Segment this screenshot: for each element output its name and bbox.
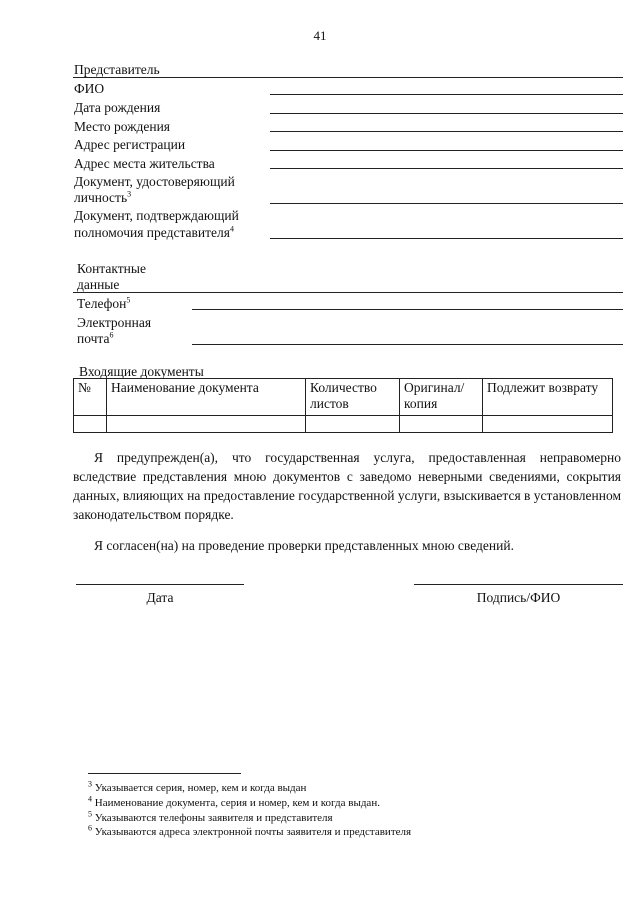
incoming-docs-heading: Входящие документы <box>79 364 204 379</box>
footnote-4: $^4$ Наименование документа, серия и номер, кем и когда выдан. <box>88 794 380 809</box>
label-authority-doc-line2: полномочия представителя$^4$ <box>74 224 234 240</box>
warning-paragraph: Я предупрежден(а), что государственная услуга, предоставленная неправомерно вследствие представления мною документов с заведомо неверными сведениями, сокрытия данных, влияющих на предоставление государственной услуги, взыскивается в установленном законодательством порядке. <box>73 450 621 522</box>
label-authority-doc-line1: Документ, подтверждающий <box>74 208 239 223</box>
contacts-heading-line2: данные <box>77 277 120 292</box>
label-identity-doc-line1: Документ, удостоверяющий <box>74 174 235 189</box>
signature-line[interactable] <box>414 584 623 585</box>
residence-address-input-line[interactable] <box>270 168 623 169</box>
footnote-mark-6: 6 <box>109 330 114 340</box>
label-phone: Телефон$^5$ <box>77 295 131 311</box>
column-to-return: Подлежит возврату <box>483 379 613 416</box>
representative-heading: Представитель <box>74 62 160 77</box>
table-cell[interactable] <box>400 416 483 433</box>
footnote-5: $^5$ Указываются телефоны заявителя и представителя <box>88 809 333 824</box>
incoming-docs-table <box>73 378 613 433</box>
registration-address-input-line[interactable] <box>270 150 623 151</box>
contacts-underline <box>73 292 623 293</box>
table-cell[interactable] <box>107 416 306 433</box>
birth-place-input-line[interactable] <box>270 131 623 132</box>
table-cell[interactable] <box>483 416 613 433</box>
date-signature-line[interactable] <box>76 584 244 585</box>
authority-doc-input-line[interactable] <box>270 238 623 239</box>
contacts-heading-line1: Контактные <box>77 261 146 276</box>
date-label: Дата <box>146 590 174 605</box>
page-number: 41 <box>313 28 327 43</box>
table-header-row <box>74 379 613 416</box>
column-original-copy: Оригинал/ копия <box>400 379 483 416</box>
fio-input-line[interactable] <box>270 94 623 95</box>
label-birth-place: Место рождения <box>74 119 171 134</box>
label-identity-doc-line2: личность$^3$ <box>74 189 132 205</box>
footnote-6: $^6$ Указываются адреса электронной почты заявителя и представителя <box>88 823 412 838</box>
label-residence-address: Адрес места жительства <box>74 156 215 171</box>
phone-input-line[interactable] <box>192 309 623 310</box>
signature-label: Подпись/ФИО <box>476 590 561 605</box>
label-birth-date: Дата рождения <box>74 100 161 115</box>
label-email-line2: почта$^6$ <box>77 330 114 346</box>
identity-doc-input-line[interactable] <box>270 203 623 204</box>
column-document-name: Наименование документа <box>107 379 306 416</box>
table-cell[interactable] <box>74 416 107 433</box>
consent-paragraph: Я согласен(на) на проведение проверки представленных мною сведений. <box>94 538 514 553</box>
heading-underline <box>73 77 623 78</box>
table-row <box>74 416 613 433</box>
column-sheet-count: Количество листов <box>306 379 400 416</box>
table-cell[interactable] <box>306 416 400 433</box>
footnote-mark-3: 3 <box>127 189 132 199</box>
footnote-separator <box>88 773 241 774</box>
footnote-mark-5: 5 <box>126 295 131 305</box>
email-input-line[interactable] <box>192 344 623 345</box>
label-email-line1: Электронная <box>77 315 152 330</box>
column-number: № <box>74 379 107 416</box>
label-registration-address: Адрес регистрации <box>74 137 186 152</box>
footnote-mark-4: 4 <box>229 224 234 234</box>
birth-date-input-line[interactable] <box>270 113 623 114</box>
label-fio: ФИО <box>74 81 105 96</box>
footnote-3: $^3$ Указывается серия, номер, кем и когда выдан <box>88 779 307 794</box>
